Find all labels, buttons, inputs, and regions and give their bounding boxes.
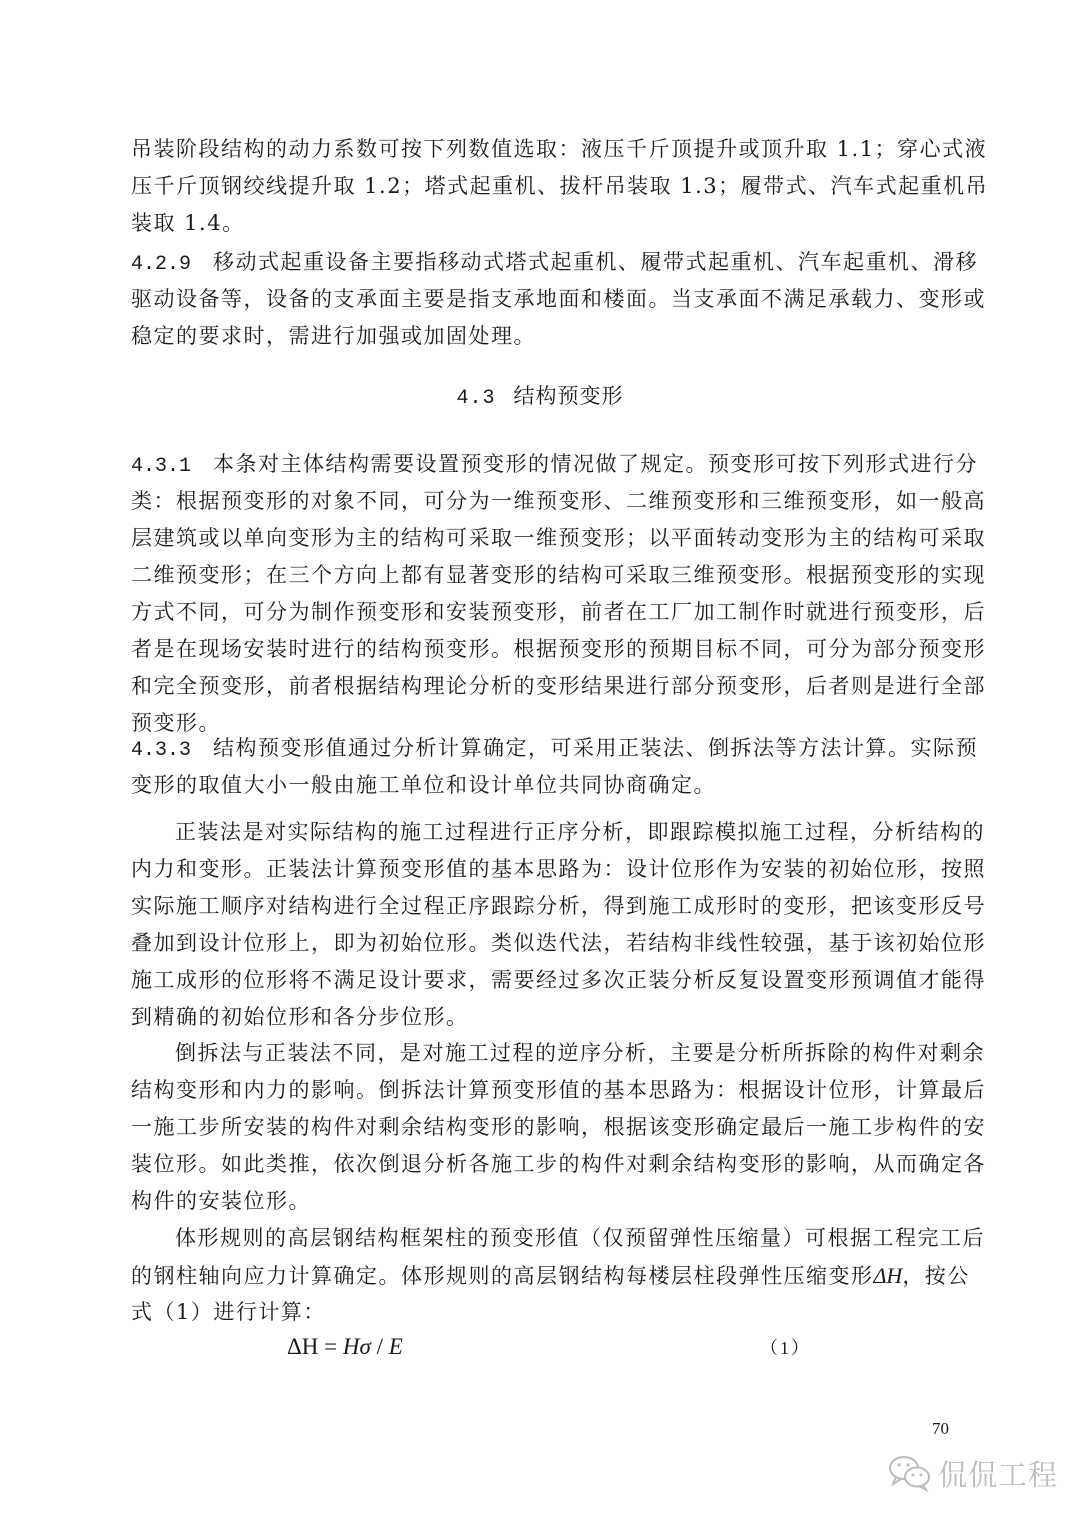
text-line: 预变形。 bbox=[131, 711, 221, 735]
text-line: 二维预变形；在三个方向上都有显著变形的结构可采取三维预变形。根据预变形的实现 bbox=[131, 563, 986, 587]
watermark-text: 侃侃工程 bbox=[938, 1458, 1059, 1492]
text-line: 装取 1.4。 bbox=[131, 211, 245, 235]
text-line: 者是在现场安装时进行的结构预变形。根据预变形的预期目标不同，可分为部分预变形 bbox=[131, 637, 986, 661]
text-span: 本条对主体结构需要设置预变形的情况做了规定。预变形可按下列形式进行分 bbox=[213, 452, 979, 476]
text-line: 类：根据预变形的对象不同，可分为一维预变形、二维预变形和三维预变形，如一般高 bbox=[131, 489, 986, 513]
clause-number: 4.3.3 bbox=[131, 739, 192, 762]
text-line bbox=[131, 1257, 970, 1294]
text-span: 结构预变形值通过分析计算确定，可采用正装法、倒拆法等方法计算。实际预 bbox=[213, 736, 979, 760]
formula-equals: = bbox=[318, 1334, 343, 1359]
clause-number: 4.2.9 bbox=[131, 253, 192, 276]
text-line: 一施工步所安装的构件对剩余结构变形的影响，根据该变形确定最后一施工步构件的安 bbox=[131, 1115, 986, 1139]
text-line: 体形规则的高层钢结构框架柱的预变形值（仅预留弹性压缩量）可根据工程完工后 bbox=[175, 1226, 985, 1250]
text-line bbox=[131, 244, 979, 281]
text-line: 到精确的初始位形和各分步位形。 bbox=[131, 1005, 469, 1029]
text-line: 变形的取值大小一般由施工单位和设计单位共同协商确定。 bbox=[131, 773, 716, 797]
text-line: 叠加到设计位形上，即为初始位形。类似迭代法，若结构非线性较强，基于该初始位形 bbox=[131, 931, 986, 955]
formula-equation bbox=[287, 1331, 403, 1363]
text-line: 驱动设备等，设备的支承面主要是指支承地面和楼面。当支承面不满足承载力、变形或 bbox=[131, 287, 986, 311]
text-line bbox=[131, 446, 979, 483]
watermark bbox=[888, 1454, 1058, 1496]
text-line: 装位形。如此类推，依次倒退分析各施工步的构件对剩余结构变形的影响，从而确定各 bbox=[131, 1152, 986, 1176]
inline-math-symbol: ΔH bbox=[873, 1263, 903, 1288]
text-line: 层建筑或以单向变形为主的结构可采取一维预变形；以平面转动变形为主的结构可采取 bbox=[131, 526, 986, 550]
section-heading bbox=[0, 378, 1080, 417]
text-line: 内力和变形。正装法计算预变形值的基本思路为：设计位形作为安装的初始位形，按照 bbox=[131, 857, 986, 881]
text-span: 移动式起重设备主要指移动式塔式起重机、履带式起重机、汽车起重机、滑移 bbox=[213, 250, 979, 274]
text-line: 实际施工顺序对结构进行全过程正序跟踪分析，得到施工成形时的变形，把该变形反号 bbox=[131, 894, 986, 918]
paragraph-clause-4-2-9 bbox=[131, 244, 986, 355]
text-line: 方式不同，可分为制作预变形和安装预变形，前者在工厂加工制作时就进行预变形，后 bbox=[131, 600, 986, 624]
text-line: 倒拆法与正装法不同，是对施工过程的逆序分析，主要是分析所拆除的构件对剩余 bbox=[175, 1041, 985, 1065]
text-span: ，按公 bbox=[902, 1264, 970, 1288]
paragraph-elastic-compression bbox=[131, 1220, 985, 1331]
text-line: 稳定的要求时，需进行加强或加固处理。 bbox=[131, 324, 536, 348]
section-title: 结构预变形 bbox=[513, 384, 624, 408]
paragraph-dynamic-coefficient bbox=[131, 131, 989, 242]
text-line: 压千斤顶钢绞线提升取 1.2；塔式起重机、拔杆吊装取 1.3；履带式、汽车式起重机吊 bbox=[131, 174, 989, 198]
paragraph-clause-4-3-1 bbox=[131, 446, 986, 742]
text-span: 的钢柱轴向应力计算确定。体形规则的高层钢结构每楼层柱段弹性压缩变形 bbox=[131, 1264, 874, 1288]
wechat-icon bbox=[888, 1454, 932, 1496]
text-line: 构件的安装位形。 bbox=[131, 1189, 311, 1213]
paragraph-clause-4-3-3 bbox=[131, 730, 979, 804]
text-line: 结构变形和内力的影响。倒拆法计算预变形值的基本思路为：根据设计位形，计算最后 bbox=[131, 1078, 986, 1102]
formula-slash: / bbox=[370, 1334, 389, 1359]
page-number: 70 bbox=[932, 1419, 949, 1438]
text-line: 吊装阶段结构的动力系数可按下列数值选取：液压千斤顶提升或顶升取 1.1；穿心式液 bbox=[131, 137, 988, 161]
formula-rhs-denominator: E bbox=[388, 1334, 403, 1359]
text-line: 正装法是对实际结构的施工过程进行正序分析，即跟踪模拟施工过程，分析结构的 bbox=[175, 820, 985, 844]
text-line: 式（1）进行计算： bbox=[131, 1300, 326, 1324]
formula-lhs: ΔH bbox=[287, 1334, 319, 1359]
clause-number: 4.3.1 bbox=[131, 455, 192, 478]
paragraph-reverse-method bbox=[131, 1035, 986, 1220]
section-number: 4.3 bbox=[456, 387, 496, 410]
formula-number: （1） bbox=[760, 1338, 811, 1358]
formula-rhs-numerator: Hσ bbox=[342, 1334, 371, 1359]
text-line bbox=[131, 730, 979, 767]
text-line: 施工成形的位形将不满足设计要求，需要经过多次正装分析反复设置变形预调值才能得 bbox=[131, 968, 986, 992]
text-line: 和完全预变形，前者根据结构理论分析的变形结果进行部分预变形，后者则是进行全部 bbox=[131, 674, 986, 698]
paragraph-forward-method bbox=[131, 814, 986, 1036]
